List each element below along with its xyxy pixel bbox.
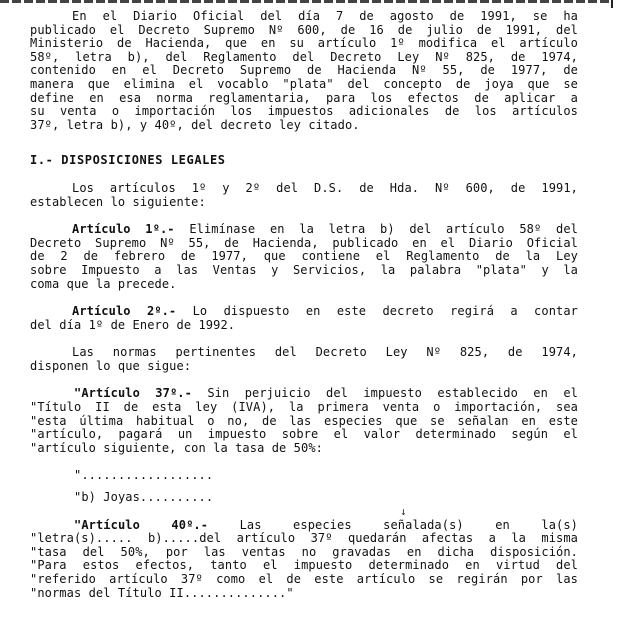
cursor-arrow-icon: ↓ <box>400 505 407 518</box>
intro-line: contenido en el Decreto Supremo de Hacienda Nº 55, de 1977, de <box>30 63 578 78</box>
article-2-first-line <box>30 305 578 319</box>
intro-line: 37º, letra b), y 40º, del decreto ley citado. <box>30 117 360 132</box>
articles-intro-paragraph <box>30 182 578 209</box>
article-40-first-line <box>30 519 578 533</box>
article-2-label: Artículo 2º.- <box>72 304 177 319</box>
article-40-line: "letra(s)..... b).....del artículo 37º quedarán afectas a la misma <box>30 531 578 546</box>
intro-line: publicado el Decreto Supremo Nº 600, de 16 de julio de 1991, del <box>30 22 578 37</box>
article-40-text: Las especies señalada(s) en la(s) <box>208 517 578 532</box>
article-40-line: "referido artículo 37º como el de este artículo se regirán por las <box>30 572 578 586</box>
intro-line: En el Diario Oficial del día 7 de agosto de 1991, se ha <box>72 9 578 23</box>
article-1 <box>30 223 578 291</box>
article-37-text: Sin perjuicio del impuesto establecido en el <box>191 386 578 401</box>
article-1-label: Artículo 1º.- <box>72 222 175 237</box>
articles-intro-line: establecen lo siguiente: <box>30 194 206 209</box>
intro-line: manera que elimina el vocablo "plata" del concepto de joya que se <box>30 76 578 91</box>
article-2-line: del día 1º de Enero de 1992. <box>30 317 236 332</box>
intro-paragraph <box>30 10 578 132</box>
article-37-line: "esta última habitual o no, de las especies que se señalan en este <box>30 413 578 428</box>
intro-line: su venta o importación los impuestos adicionales de los artículos <box>30 104 578 119</box>
article-37-line: "artículo siguiente, con la tasa de 50%: <box>30 440 323 455</box>
article-40-line: "normas del Título II.............." <box>30 585 294 600</box>
article-1-line: sobre Impuesto a las Ventas y Servicios, la palabra "plata" y la <box>30 262 578 277</box>
intro-line: define en esa norma reglamentaria, para los efectos de aplicar a <box>30 90 578 105</box>
intro-line: Ministerio de Hacienda, que en su artículo 1º modifica el artículo <box>30 36 578 51</box>
article-37-label: "Artículo 37º.- <box>74 386 192 401</box>
article-1-first-line <box>30 223 578 237</box>
article-37-dots: ".................. <box>74 468 214 483</box>
article-1-text: Elimínase en la letra b) del artículo 58º del <box>174 222 578 237</box>
article-2 <box>30 305 578 332</box>
article-40-line: "tasa del 50%, por las ventas no gravadas en dicha disposición. <box>30 544 578 559</box>
article-40-line: "Para estos efectos, tanto el impuesto determinado en virtud del <box>30 558 578 573</box>
article-37-line: "Título II de esta ley (IVA), la primera venta o importación, sea <box>30 400 578 415</box>
section-heading: I.- DISPOSICIONES LEGALES <box>30 153 226 168</box>
norms-line: disponen lo que sigue: <box>30 358 192 373</box>
articles-intro-line: Los artículos 1º y 2º del D.S. de Hda. Nº 600, de 1991, <box>72 180 578 195</box>
article-37-line: "artículo, pagará un impuesto sobre el valor determinado según el <box>30 427 578 442</box>
article-40-label: "Artículo 40º.- <box>74 517 209 532</box>
intro-line: 58º, letra b), del Reglamento del Decreto Ley Nº 825, de 1974, <box>30 49 578 64</box>
norms-line: Las normas pertinentes del Decreto Ley Nº 825, de 1974, <box>72 345 578 360</box>
article-40 <box>30 519 578 601</box>
norms-paragraph <box>30 346 578 373</box>
article-37-jewels: "b) Joyas.......... <box>74 490 214 505</box>
article-1-line: Decreto Supremo Nº 55, de Hacienda, publicado en el Diario Oficial <box>30 235 578 250</box>
article-37-first-line <box>30 387 578 401</box>
document-body <box>30 10 578 600</box>
article-37 <box>30 387 578 504</box>
top-rule <box>0 0 610 3</box>
edge-mark <box>611 0 613 8</box>
article-1-line: coma que la precede. <box>30 276 177 291</box>
article-1-line: de 2 de febrero de 1977, que contiene el Reglamento de la Ley <box>30 249 578 264</box>
article-2-text: Lo dispuesto en este decreto regirá a contar <box>176 304 578 319</box>
